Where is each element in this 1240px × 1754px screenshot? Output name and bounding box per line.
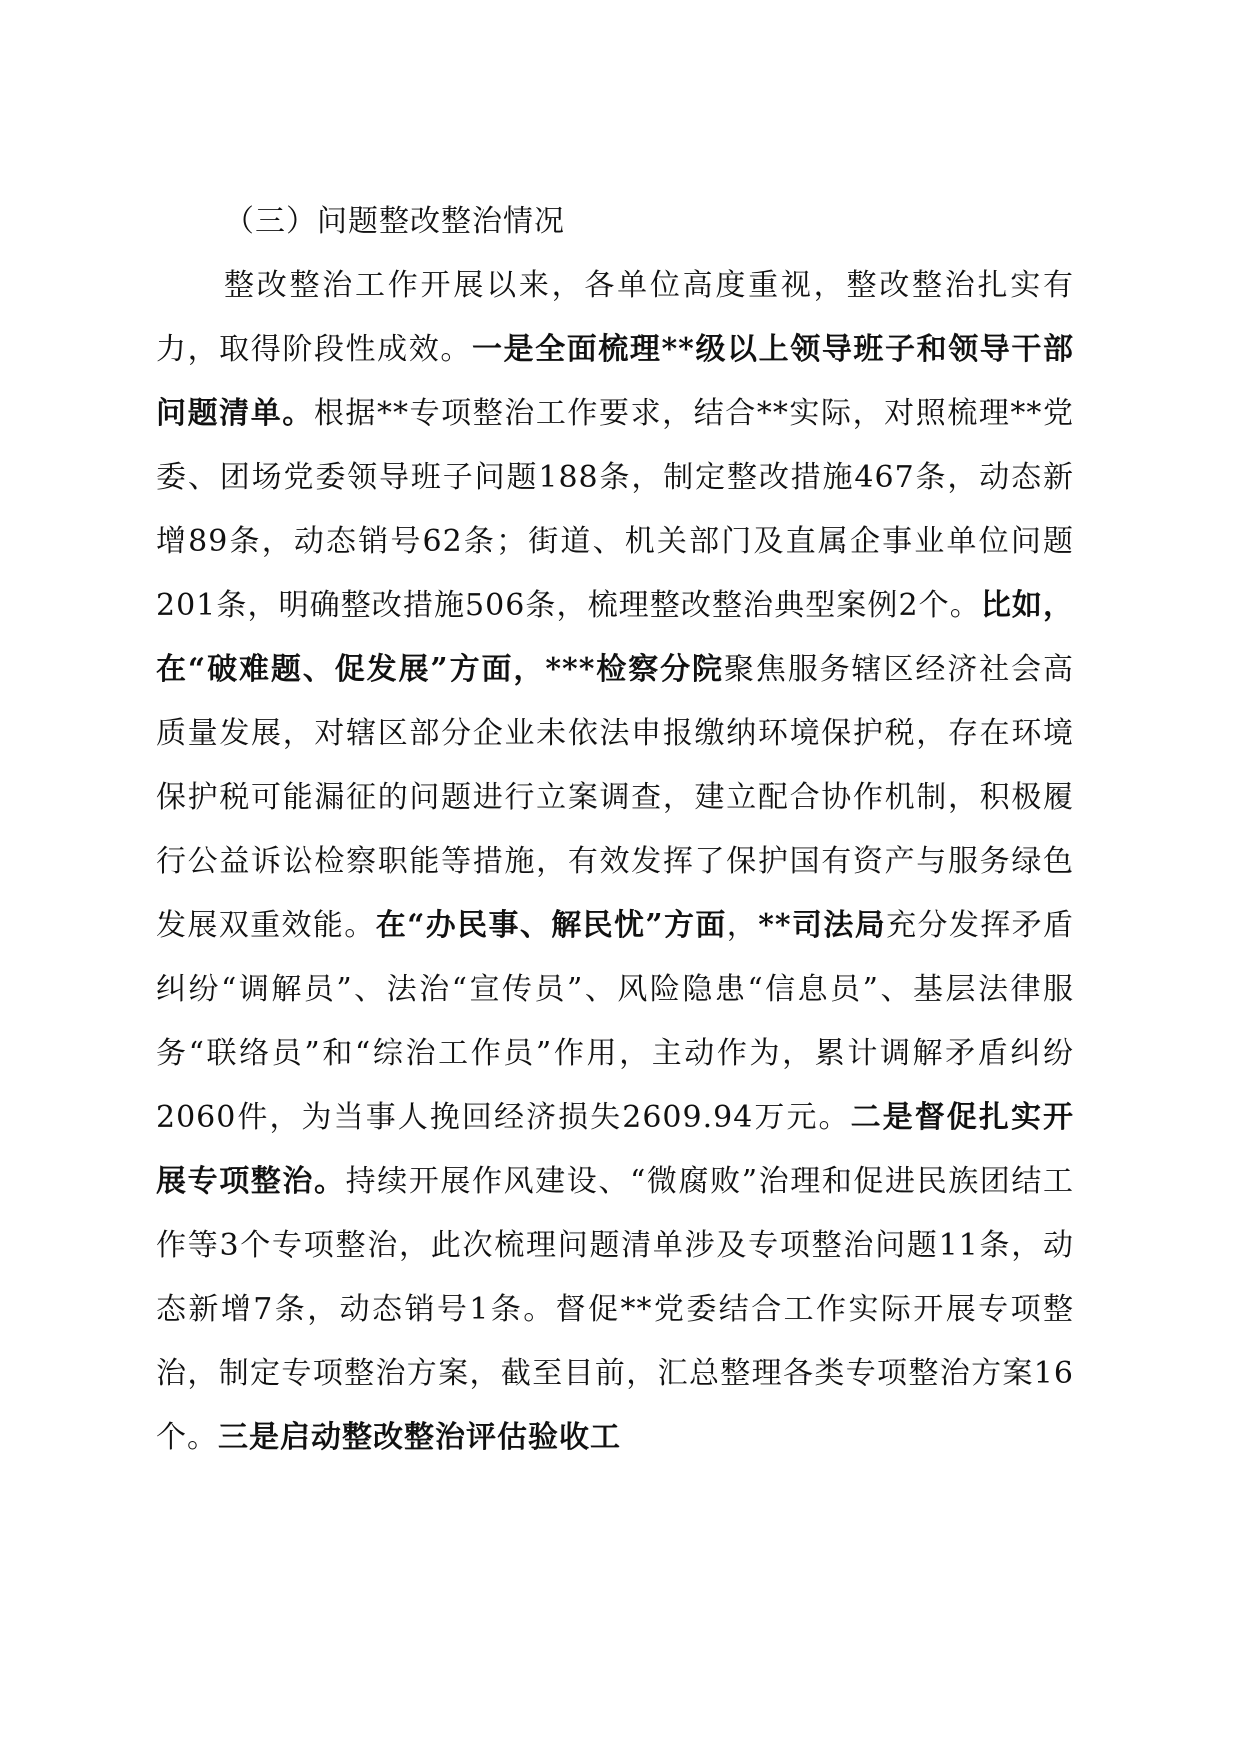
sentence-details-one: 根据**专项整治工作要求，结合**实际，对照梳理**党委、团场党委领导班子问题188条，制定整改措施467条，动态新增89条，动态销号62条；街道、机关部门及直属企事业单位问题201条，明确整改措施506条，梳理整改整治典型案例2个。 <box>156 396 1075 623</box>
example-one-lead: 比如，在“破难题、促发展”方面，***检察分院 <box>156 588 1075 687</box>
key-point-two: 二是督促扎实开展专项整治。 <box>156 1100 1075 1199</box>
sentence-intro: 整改整治工作开展以来，各单位高度重视，整改整治扎实有力，取得阶段性成效。 <box>156 268 1074 367</box>
example-two-lead: 在“办民事、解民忧”方面 <box>375 908 727 943</box>
section-heading: （三）问题整改整治情况 <box>224 204 565 239</box>
example-two-details: 充分发挥矛盾纠纷“调解员”、法治“宣传员”、风险隐患“信息员”、基层法律服务“联络员”和“综治工作员”作用，主动作为，累计调解矛盾纠纷2060件，为当事人挽回经济损失2609.94万元。 <box>156 908 1075 1135</box>
sentence-details-two: 持续开展作风建设、“微腐败”治理和促进民族团结工作等3个专项整治，此次梳理问题清单涉及专项整治问题11条，动态新增7条，动态销号1条。督促**党委结合工作实际开展专项整治，制定专项整治方案，截至目前，汇总整理各类专项整治方案16个。 <box>156 1164 1074 1455</box>
example-one-details: 聚焦服务辖区经济社会高质量发展，对辖区部分企业未依法申报缴纳环境保护税，存在环境保护税可能漏征的问题进行立案调查，建立配合协作机制，积极履行公益诉讼检察职能等措施，有效发挥了保护国有资产与服务绿色发展双重效能。 <box>156 652 1075 943</box>
document-body <box>156 190 1074 1470</box>
key-point-one: 一是全面梳理**级以上领导班子和领导干部问题清单。 <box>156 332 1074 431</box>
example-two-comma: ， <box>726 908 759 943</box>
body-paragraph <box>156 254 1074 1470</box>
key-point-three: 三是启动整改整治评估验收工 <box>218 1420 621 1455</box>
example-two-agency: **司法局 <box>758 908 887 943</box>
